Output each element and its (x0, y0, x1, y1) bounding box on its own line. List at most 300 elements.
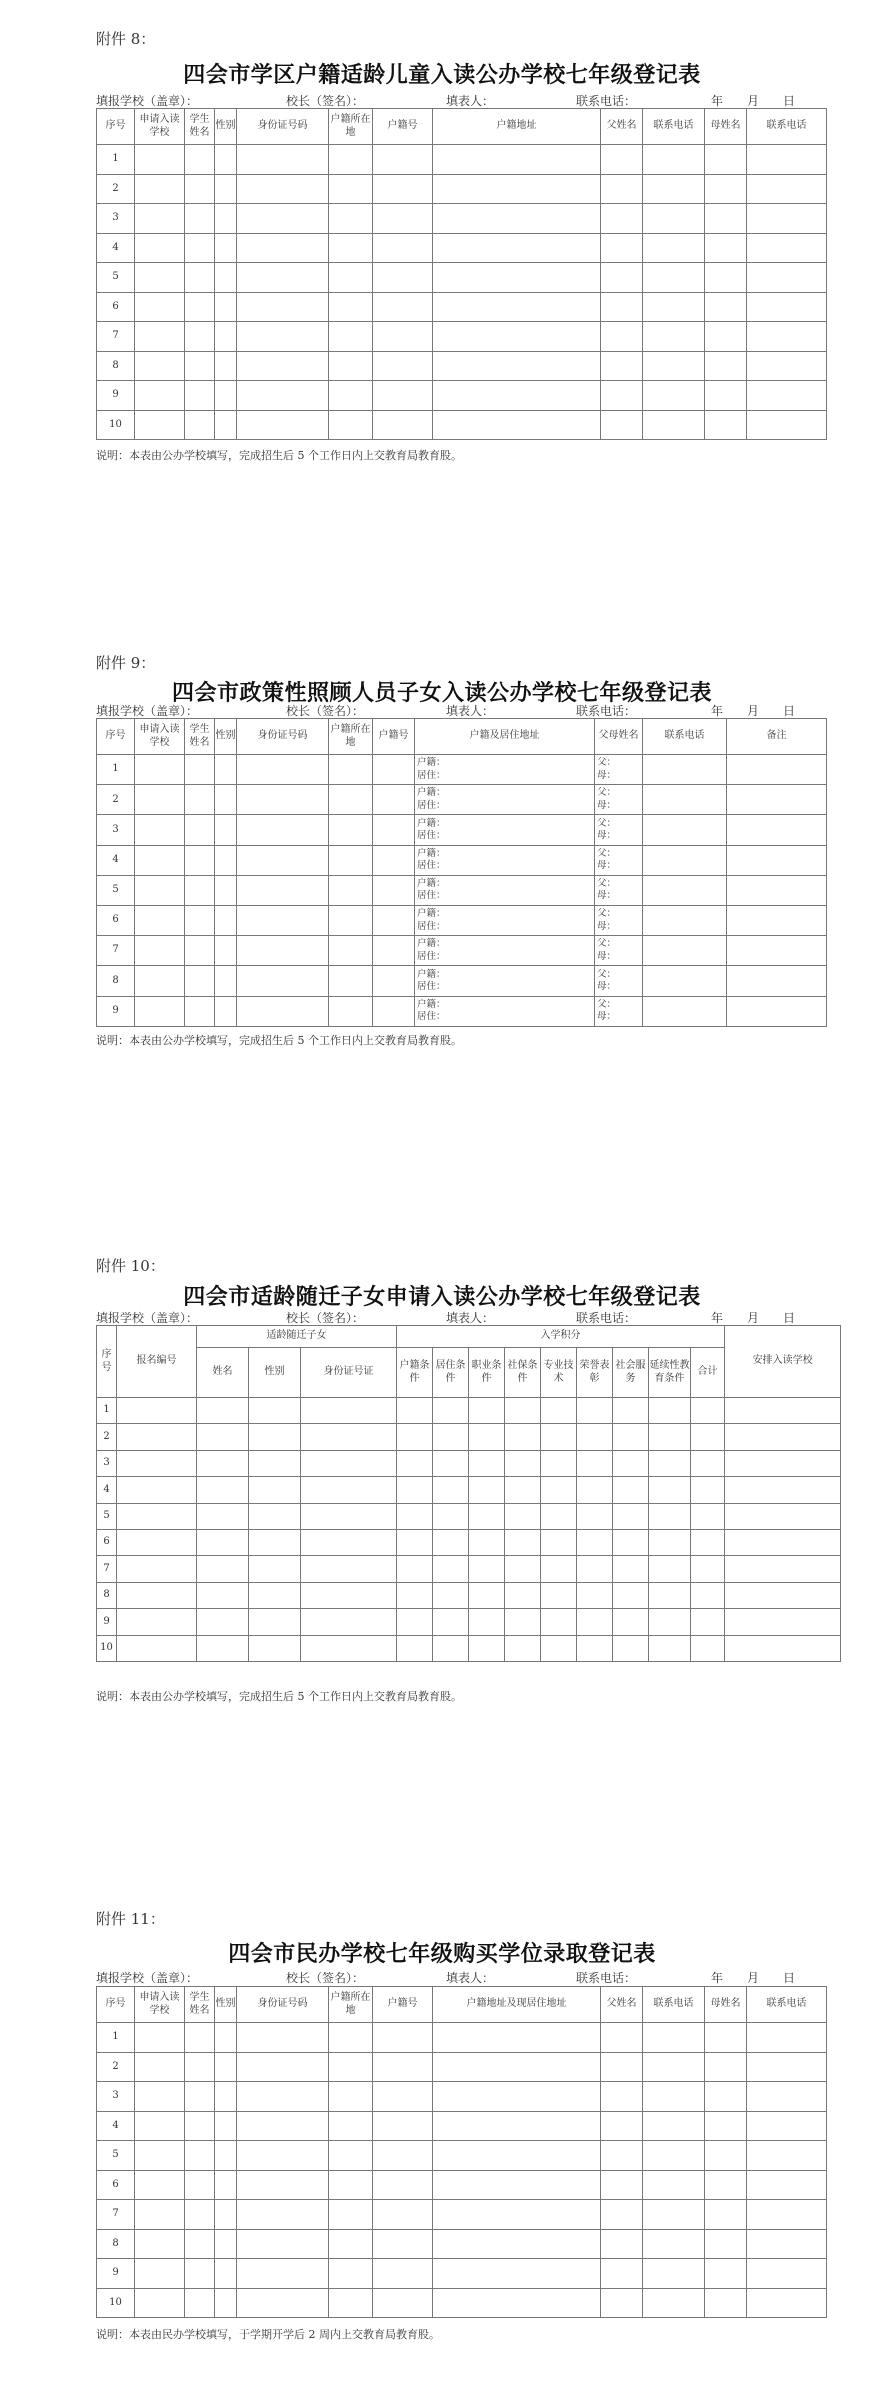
blank-cell[interactable] (433, 1556, 469, 1582)
blank-cell[interactable] (433, 1609, 469, 1635)
blank-cell[interactable] (705, 2200, 747, 2230)
blank-cell[interactable] (397, 1556, 433, 1582)
blank-cell[interactable] (613, 1477, 649, 1503)
blank-cell[interactable] (237, 2200, 329, 2230)
blank-cell[interactable] (649, 1582, 691, 1608)
blank-cell[interactable] (249, 1503, 301, 1529)
blank-cell[interactable] (135, 2111, 185, 2141)
blank-cell[interactable] (373, 322, 433, 352)
blank-cell[interactable] (135, 263, 185, 293)
blank-cell[interactable] (237, 755, 329, 785)
blank-cell[interactable] (747, 233, 827, 263)
blank-cell[interactable] (185, 996, 215, 1026)
blank-cell[interactable] (577, 1398, 613, 1424)
blank-cell[interactable] (117, 1503, 197, 1529)
blank-cell[interactable] (541, 1450, 577, 1476)
blank-cell[interactable] (329, 410, 373, 440)
blank-cell[interactable] (469, 1556, 505, 1582)
blank-cell[interactable] (747, 2023, 827, 2053)
blank-cell[interactable] (649, 1529, 691, 1555)
blank-cell[interactable] (747, 174, 827, 204)
blank-cell[interactable] (249, 1398, 301, 1424)
blank-cell[interactable] (601, 2141, 643, 2171)
blank-cell[interactable] (747, 410, 827, 440)
blank-cell[interactable] (433, 1424, 469, 1450)
blank-cell[interactable] (747, 2082, 827, 2112)
blank-cell[interactable] (215, 410, 237, 440)
paired-entry-cell[interactable] (415, 966, 595, 996)
blank-cell[interactable] (747, 381, 827, 411)
blank-cell[interactable] (433, 145, 601, 175)
blank-cell[interactable] (373, 2259, 433, 2289)
blank-cell[interactable] (185, 936, 215, 966)
blank-cell[interactable] (397, 1582, 433, 1608)
blank-cell[interactable] (185, 263, 215, 293)
blank-cell[interactable] (643, 351, 705, 381)
blank-cell[interactable] (613, 1635, 649, 1661)
blank-cell[interactable] (601, 381, 643, 411)
blank-cell[interactable] (329, 936, 373, 966)
blank-cell[interactable] (135, 2082, 185, 2112)
blank-cell[interactable] (215, 2259, 237, 2289)
blank-cell[interactable] (725, 1398, 841, 1424)
blank-cell[interactable] (135, 351, 185, 381)
blank-cell[interactable] (705, 2052, 747, 2082)
blank-cell[interactable] (725, 1635, 841, 1661)
blank-cell[interactable] (725, 1503, 841, 1529)
blank-cell[interactable] (135, 936, 185, 966)
blank-cell[interactable] (329, 815, 373, 845)
blank-cell[interactable] (613, 1503, 649, 1529)
blank-cell[interactable] (727, 996, 827, 1026)
paired-entry-cell[interactable] (415, 755, 595, 785)
blank-cell[interactable] (135, 845, 185, 875)
blank-cell[interactable] (329, 2023, 373, 2053)
blank-cell[interactable] (433, 1582, 469, 1608)
blank-cell[interactable] (373, 966, 415, 996)
blank-cell[interactable] (577, 1477, 613, 1503)
blank-cell[interactable] (747, 2288, 827, 2318)
blank-cell[interactable] (397, 1635, 433, 1661)
blank-cell[interactable] (215, 2052, 237, 2082)
blank-cell[interactable] (135, 996, 185, 1026)
blank-cell[interactable] (135, 2259, 185, 2289)
blank-cell[interactable] (135, 410, 185, 440)
blank-cell[interactable] (301, 1609, 397, 1635)
blank-cell[interactable] (433, 2111, 601, 2141)
blank-cell[interactable] (185, 785, 215, 815)
blank-cell[interactable] (747, 351, 827, 381)
paired-entry-cell[interactable] (415, 875, 595, 905)
blank-cell[interactable] (117, 1582, 197, 1608)
blank-cell[interactable] (215, 996, 237, 1026)
blank-cell[interactable] (727, 905, 827, 935)
blank-cell[interactable] (185, 410, 215, 440)
blank-cell[interactable] (215, 875, 237, 905)
blank-cell[interactable] (643, 145, 705, 175)
paired-entry-cell[interactable] (595, 966, 643, 996)
blank-cell[interactable] (249, 1424, 301, 1450)
blank-cell[interactable] (433, 2200, 601, 2230)
blank-cell[interactable] (725, 1556, 841, 1582)
blank-cell[interactable] (301, 1450, 397, 1476)
blank-cell[interactable] (373, 845, 415, 875)
blank-cell[interactable] (643, 845, 727, 875)
blank-cell[interactable] (601, 263, 643, 293)
blank-cell[interactable] (185, 2229, 215, 2259)
blank-cell[interactable] (117, 1477, 197, 1503)
blank-cell[interactable] (433, 2170, 601, 2200)
paired-entry-cell[interactable] (595, 936, 643, 966)
blank-cell[interactable] (649, 1503, 691, 1529)
blank-cell[interactable] (643, 233, 705, 263)
blank-cell[interactable] (329, 292, 373, 322)
blank-cell[interactable] (185, 815, 215, 845)
blank-cell[interactable] (135, 233, 185, 263)
blank-cell[interactable] (577, 1529, 613, 1555)
blank-cell[interactable] (135, 2052, 185, 2082)
blank-cell[interactable] (727, 785, 827, 815)
blank-cell[interactable] (135, 2200, 185, 2230)
blank-cell[interactable] (397, 1398, 433, 1424)
blank-cell[interactable] (197, 1424, 249, 1450)
blank-cell[interactable] (373, 2200, 433, 2230)
blank-cell[interactable] (185, 2082, 215, 2112)
blank-cell[interactable] (215, 815, 237, 845)
blank-cell[interactable] (747, 2170, 827, 2200)
blank-cell[interactable] (301, 1477, 397, 1503)
blank-cell[interactable] (185, 2052, 215, 2082)
blank-cell[interactable] (433, 1398, 469, 1424)
blank-cell[interactable] (185, 905, 215, 935)
blank-cell[interactable] (577, 1424, 613, 1450)
blank-cell[interactable] (301, 1529, 397, 1555)
blank-cell[interactable] (135, 905, 185, 935)
blank-cell[interactable] (747, 263, 827, 293)
blank-cell[interactable] (433, 2023, 601, 2053)
blank-cell[interactable] (601, 2052, 643, 2082)
blank-cell[interactable] (643, 204, 705, 234)
blank-cell[interactable] (601, 2023, 643, 2053)
blank-cell[interactable] (215, 351, 237, 381)
blank-cell[interactable] (215, 2200, 237, 2230)
blank-cell[interactable] (577, 1635, 613, 1661)
blank-cell[interactable] (469, 1582, 505, 1608)
blank-cell[interactable] (185, 381, 215, 411)
blank-cell[interactable] (643, 905, 727, 935)
blank-cell[interactable] (329, 263, 373, 293)
blank-cell[interactable] (329, 2082, 373, 2112)
blank-cell[interactable] (237, 2052, 329, 2082)
blank-cell[interactable] (237, 905, 329, 935)
blank-cell[interactable] (237, 263, 329, 293)
blank-cell[interactable] (329, 2170, 373, 2200)
blank-cell[interactable] (329, 875, 373, 905)
blank-cell[interactable] (237, 381, 329, 411)
blank-cell[interactable] (505, 1450, 541, 1476)
paired-entry-cell[interactable] (595, 996, 643, 1026)
blank-cell[interactable] (541, 1529, 577, 1555)
blank-cell[interactable] (249, 1477, 301, 1503)
blank-cell[interactable] (705, 2141, 747, 2171)
blank-cell[interactable] (433, 410, 601, 440)
blank-cell[interactable] (691, 1398, 725, 1424)
blank-cell[interactable] (185, 204, 215, 234)
blank-cell[interactable] (117, 1424, 197, 1450)
blank-cell[interactable] (237, 2111, 329, 2141)
blank-cell[interactable] (541, 1477, 577, 1503)
paired-entry-cell[interactable] (415, 845, 595, 875)
blank-cell[interactable] (747, 2141, 827, 2171)
blank-cell[interactable] (135, 2170, 185, 2200)
blank-cell[interactable] (373, 815, 415, 845)
blank-cell[interactable] (373, 2141, 433, 2171)
blank-cell[interactable] (727, 936, 827, 966)
blank-cell[interactable] (135, 292, 185, 322)
blank-cell[interactable] (237, 815, 329, 845)
blank-cell[interactable] (185, 351, 215, 381)
blank-cell[interactable] (705, 351, 747, 381)
blank-cell[interactable] (433, 322, 601, 352)
blank-cell[interactable] (643, 785, 727, 815)
blank-cell[interactable] (237, 322, 329, 352)
blank-cell[interactable] (237, 2170, 329, 2200)
blank-cell[interactable] (135, 174, 185, 204)
blank-cell[interactable] (747, 2111, 827, 2141)
blank-cell[interactable] (329, 845, 373, 875)
blank-cell[interactable] (329, 2259, 373, 2289)
blank-cell[interactable] (397, 1477, 433, 1503)
blank-cell[interactable] (185, 2170, 215, 2200)
blank-cell[interactable] (329, 2229, 373, 2259)
blank-cell[interactable] (135, 145, 185, 175)
blank-cell[interactable] (643, 2288, 705, 2318)
blank-cell[interactable] (185, 233, 215, 263)
blank-cell[interactable] (433, 2288, 601, 2318)
blank-cell[interactable] (505, 1424, 541, 1450)
blank-cell[interactable] (135, 381, 185, 411)
blank-cell[interactable] (433, 2141, 601, 2171)
blank-cell[interactable] (329, 996, 373, 1026)
blank-cell[interactable] (329, 2288, 373, 2318)
blank-cell[interactable] (215, 845, 237, 875)
blank-cell[interactable] (197, 1556, 249, 1582)
blank-cell[interactable] (215, 233, 237, 263)
blank-cell[interactable] (613, 1398, 649, 1424)
blank-cell[interactable] (329, 145, 373, 175)
blank-cell[interactable] (433, 2259, 601, 2289)
blank-cell[interactable] (197, 1635, 249, 1661)
blank-cell[interactable] (329, 2111, 373, 2141)
blank-cell[interactable] (541, 1398, 577, 1424)
blank-cell[interactable] (237, 174, 329, 204)
blank-cell[interactable] (329, 2052, 373, 2082)
blank-cell[interactable] (601, 204, 643, 234)
blank-cell[interactable] (215, 263, 237, 293)
blank-cell[interactable] (215, 2141, 237, 2171)
blank-cell[interactable] (505, 1635, 541, 1661)
blank-cell[interactable] (397, 1450, 433, 1476)
blank-cell[interactable] (577, 1582, 613, 1608)
blank-cell[interactable] (705, 174, 747, 204)
blank-cell[interactable] (705, 2229, 747, 2259)
blank-cell[interactable] (433, 233, 601, 263)
blank-cell[interactable] (397, 1424, 433, 1450)
blank-cell[interactable] (433, 2082, 601, 2112)
blank-cell[interactable] (185, 174, 215, 204)
blank-cell[interactable] (301, 1424, 397, 1450)
blank-cell[interactable] (301, 1556, 397, 1582)
blank-cell[interactable] (691, 1556, 725, 1582)
blank-cell[interactable] (601, 233, 643, 263)
blank-cell[interactable] (469, 1503, 505, 1529)
blank-cell[interactable] (643, 2200, 705, 2230)
blank-cell[interactable] (329, 322, 373, 352)
blank-cell[interactable] (433, 1477, 469, 1503)
blank-cell[interactable] (215, 2023, 237, 2053)
blank-cell[interactable] (197, 1503, 249, 1529)
blank-cell[interactable] (601, 322, 643, 352)
blank-cell[interactable] (691, 1582, 725, 1608)
blank-cell[interactable] (727, 966, 827, 996)
blank-cell[interactable] (373, 996, 415, 1026)
blank-cell[interactable] (237, 233, 329, 263)
blank-cell[interactable] (705, 2082, 747, 2112)
blank-cell[interactable] (197, 1398, 249, 1424)
blank-cell[interactable] (237, 996, 329, 1026)
blank-cell[interactable] (185, 2259, 215, 2289)
blank-cell[interactable] (237, 966, 329, 996)
blank-cell[interactable] (185, 322, 215, 352)
blank-cell[interactable] (373, 381, 433, 411)
blank-cell[interactable] (643, 996, 727, 1026)
blank-cell[interactable] (237, 875, 329, 905)
blank-cell[interactable] (541, 1556, 577, 1582)
blank-cell[interactable] (185, 966, 215, 996)
paired-entry-cell[interactable] (415, 936, 595, 966)
blank-cell[interactable] (469, 1529, 505, 1555)
blank-cell[interactable] (649, 1424, 691, 1450)
blank-cell[interactable] (643, 966, 727, 996)
blank-cell[interactable] (117, 1635, 197, 1661)
blank-cell[interactable] (373, 233, 433, 263)
blank-cell[interactable] (705, 322, 747, 352)
blank-cell[interactable] (373, 2023, 433, 2053)
blank-cell[interactable] (301, 1398, 397, 1424)
blank-cell[interactable] (643, 2052, 705, 2082)
blank-cell[interactable] (373, 145, 433, 175)
blank-cell[interactable] (185, 845, 215, 875)
blank-cell[interactable] (373, 2170, 433, 2200)
blank-cell[interactable] (601, 2200, 643, 2230)
blank-cell[interactable] (541, 1503, 577, 1529)
blank-cell[interactable] (433, 204, 601, 234)
blank-cell[interactable] (577, 1503, 613, 1529)
blank-cell[interactable] (433, 351, 601, 381)
blank-cell[interactable] (643, 2141, 705, 2171)
blank-cell[interactable] (329, 755, 373, 785)
blank-cell[interactable] (215, 204, 237, 234)
blank-cell[interactable] (643, 322, 705, 352)
blank-cell[interactable] (649, 1556, 691, 1582)
blank-cell[interactable] (433, 1503, 469, 1529)
blank-cell[interactable] (725, 1609, 841, 1635)
blank-cell[interactable] (397, 1609, 433, 1635)
blank-cell[interactable] (135, 785, 185, 815)
blank-cell[interactable] (747, 204, 827, 234)
blank-cell[interactable] (505, 1503, 541, 1529)
blank-cell[interactable] (747, 2259, 827, 2289)
blank-cell[interactable] (215, 936, 237, 966)
blank-cell[interactable] (373, 204, 433, 234)
blank-cell[interactable] (185, 2023, 215, 2053)
blank-cell[interactable] (301, 1503, 397, 1529)
blank-cell[interactable] (469, 1398, 505, 1424)
blank-cell[interactable] (215, 785, 237, 815)
blank-cell[interactable] (135, 2141, 185, 2171)
blank-cell[interactable] (469, 1450, 505, 1476)
blank-cell[interactable] (705, 2023, 747, 2053)
blank-cell[interactable] (215, 755, 237, 785)
blank-cell[interactable] (505, 1398, 541, 1424)
blank-cell[interactable] (433, 292, 601, 322)
blank-cell[interactable] (577, 1450, 613, 1476)
blank-cell[interactable] (691, 1477, 725, 1503)
blank-cell[interactable] (433, 2052, 601, 2082)
blank-cell[interactable] (725, 1477, 841, 1503)
blank-cell[interactable] (185, 2200, 215, 2230)
blank-cell[interactable] (691, 1609, 725, 1635)
blank-cell[interactable] (135, 2288, 185, 2318)
blank-cell[interactable] (373, 755, 415, 785)
blank-cell[interactable] (691, 1529, 725, 1555)
blank-cell[interactable] (747, 292, 827, 322)
blank-cell[interactable] (249, 1635, 301, 1661)
blank-cell[interactable] (135, 815, 185, 845)
paired-entry-cell[interactable] (595, 815, 643, 845)
blank-cell[interactable] (601, 174, 643, 204)
blank-cell[interactable] (301, 1635, 397, 1661)
blank-cell[interactable] (301, 1582, 397, 1608)
blank-cell[interactable] (433, 1450, 469, 1476)
blank-cell[interactable] (601, 145, 643, 175)
blank-cell[interactable] (541, 1609, 577, 1635)
blank-cell[interactable] (185, 292, 215, 322)
blank-cell[interactable] (185, 755, 215, 785)
blank-cell[interactable] (705, 292, 747, 322)
blank-cell[interactable] (643, 2170, 705, 2200)
blank-cell[interactable] (237, 2288, 329, 2318)
blank-cell[interactable] (643, 381, 705, 411)
blank-cell[interactable] (215, 2082, 237, 2112)
blank-cell[interactable] (249, 1450, 301, 1476)
paired-entry-cell[interactable] (595, 845, 643, 875)
blank-cell[interactable] (469, 1609, 505, 1635)
blank-cell[interactable] (237, 2023, 329, 2053)
blank-cell[interactable] (433, 174, 601, 204)
blank-cell[interactable] (601, 2259, 643, 2289)
blank-cell[interactable] (725, 1529, 841, 1555)
blank-cell[interactable] (329, 351, 373, 381)
blank-cell[interactable] (197, 1450, 249, 1476)
blank-cell[interactable] (135, 322, 185, 352)
blank-cell[interactable] (643, 936, 727, 966)
blank-cell[interactable] (197, 1582, 249, 1608)
blank-cell[interactable] (397, 1529, 433, 1555)
blank-cell[interactable] (691, 1450, 725, 1476)
blank-cell[interactable] (727, 815, 827, 845)
blank-cell[interactable] (643, 410, 705, 440)
